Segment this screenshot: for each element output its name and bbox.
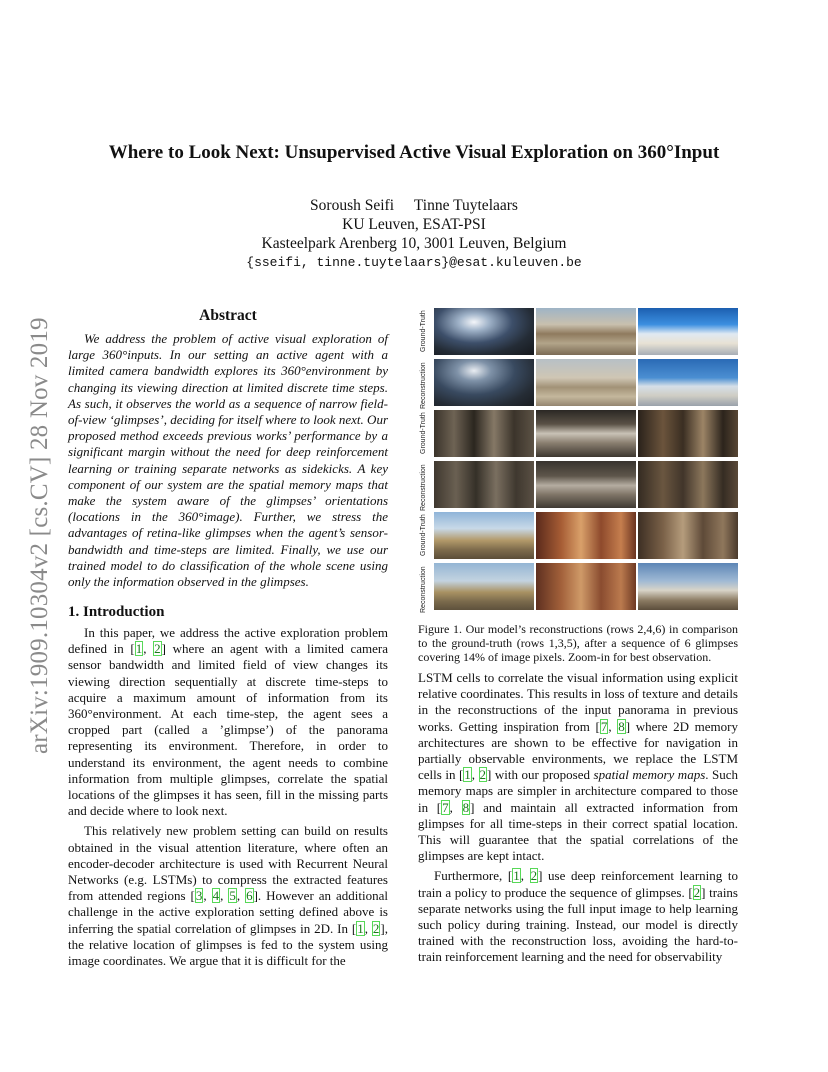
citation-link[interactable]: 4: [212, 888, 220, 904]
abstract-text: [68, 331, 388, 590]
author-block: [0, 196, 828, 272]
panorama-tile: [434, 512, 534, 559]
citation-link[interactable]: 2: [154, 641, 161, 657]
panorama-tile: [434, 359, 534, 406]
panorama-tile: [536, 461, 636, 508]
panorama-tile: [536, 359, 636, 406]
panorama-tile: [638, 512, 738, 559]
citation-link[interactable]: 5: [229, 888, 236, 904]
row-label: Reconstruction: [420, 464, 427, 511]
intro-paragraph-2: This relatively new problem setting can build on results obtained in the visual attention literature, where often an encoder-decoder architecture is used with Recurrent Neural Networks (e.g. LSTMs) to compress the extracted features from attended regions [3, 4, 5, 6]. However an additional challenge in the active exploration setting defined above is inferring the spatial correlation of glimpses in 2D. In [1, 2], the relative location of glimpses is fed to the system using image coordinates. We argue that it is difficult for the: [68, 823, 389, 969]
panorama-tile: [536, 308, 636, 355]
citation-link[interactable]: 2: [530, 868, 538, 884]
arxiv-stamp: [24, 284, 53, 754]
section-heading-introduction: 1. Introduction: [68, 604, 165, 620]
panorama-tile: [638, 359, 738, 406]
abstract-heading: Abstract: [199, 307, 257, 324]
introduction-body: [68, 625, 388, 969]
panorama-tile: [638, 461, 738, 508]
right-column-body: [418, 670, 738, 966]
right-paragraph-2: Furthermore, [1, 2] use deep reinforcement learning to train a policy to produce the sequence of glimpses. [2] trains separate networks using the full input image to help learning such policy during training. Instead, our model is directly trained with the reconstruction loss, avoiding the hard-to-train reinforcement learning and the need for observability: [418, 868, 738, 965]
citation-link[interactable]: 7: [600, 718, 608, 734]
address: Kasteelpark Arenberg 10, 3001 Leuven, Belgium: [261, 235, 567, 252]
row-label: Ground-Truth: [420, 310, 427, 352]
arxiv-stamp-text: arXiv:1909.10304v2 [cs.CV] 28 Nov 2019: [26, 317, 53, 754]
panorama-tile: [638, 308, 738, 355]
author-name: Tinne Tuytelaars: [413, 197, 518, 214]
author-names: [0, 196, 828, 215]
citation-link[interactable]: 8: [618, 718, 625, 734]
panorama-tile: [638, 563, 738, 610]
panorama-tile: [536, 410, 636, 457]
citation-link[interactable]: 2: [372, 920, 380, 936]
panorama-tile: [536, 563, 636, 610]
citation-link[interactable]: 1: [464, 767, 471, 783]
citation-link[interactable]: 6: [246, 888, 253, 904]
citation-link[interactable]: 1: [357, 920, 364, 936]
row-label: Ground-Truth: [420, 514, 427, 556]
row-label: Ground-Truth: [420, 412, 427, 454]
citation-link[interactable]: 7: [442, 799, 449, 815]
panorama-tile: [536, 512, 636, 559]
affiliation: KU Leuven, ESAT-PSI: [342, 216, 486, 233]
citation-link[interactable]: 1: [513, 868, 520, 884]
row-label: Reconstruction: [420, 566, 427, 613]
right-paragraph-1: LSTM cells to correlate the visual information using explicit relative coordinates. This results in loss of texture and details in the reconstructions of the input panorama in previous works. Getting inspiration from [7, 8] where 2D memory architectures are shown to be effective for navigation in partially observable environments, we replace the LSTM cells in [1, 2] with our proposed spatial memory maps. Such memory maps are simpler in architecture compared to those in [7, 8] and maintain all extracted information from glimpses for all time-steps in their correct spatial location. This will guarantee that the spatial correlations of the glimpses are kept intact.: [418, 670, 739, 864]
citation-link[interactable]: 1: [135, 641, 143, 657]
citation-link[interactable]: 3: [195, 888, 203, 904]
panorama-tile: [434, 461, 534, 508]
citation-link[interactable]: 8: [462, 799, 470, 815]
abstract-paragraph: We address the problem of active visual exploration of large 360°inputs. In our setting an active agent with a limited camera bandwidth explores its 360°environment by changing its viewing direction at limited discrete time steps. As such, it observes the world as a sequence of narrow field-of-view ‘glimpses’, deciding for itself where to look next. Our proposed method exceeds previous works’ performance by a significant margin without the need for deep reinforcement learning or training separate networks as sidekicks. A key component of our system are the spatial memory maps that make the system aware of the glimpses’ orientations (locations in the 360°image). Further, we stress the advantages of retina-like glimpses when the agent’s sensor-bandwidth and time-steps are limited. Finally, we use our trained model to do classification of the whole scene using only the information observed in the glimpses.: [68, 331, 388, 590]
panorama-tile: [434, 563, 534, 610]
figure-1-caption: Figure 1. Our model’s reconstructions (rows 2,4,6) in comparison to the ground-truth (rows 1,3,5), after a sequence of 6 glimpses covering 14% of image pixels. Zoom-in for best observation.: [418, 622, 738, 665]
panorama-tile: [434, 410, 534, 457]
citation-link[interactable]: 2: [479, 767, 487, 783]
citation-link[interactable]: 2: [693, 884, 701, 900]
row-label: Reconstruction: [420, 362, 427, 409]
panorama-tile: [638, 410, 738, 457]
figure-1: [418, 306, 738, 614]
paper-title: Where to Look Next: Unsupervised Active Visual Exploration on 360°Input: [108, 142, 720, 163]
author-name: Soroush Seifi: [310, 197, 394, 214]
panorama-tile: [434, 308, 534, 355]
email: {sseifi, tinne.tuytelaars}@esat.kuleuven.be: [246, 255, 582, 270]
intro-paragraph-1: In this paper, we address the active exploration problem defined in [1, 2] where an agent with a limited camera sensor bandwidth and limited field of view changes its viewing direction sequentially at discrete time-steps to acquire a maximum amount of information from its 360°environment. At each time-step, the agent sees a cropped part (called a ’glimpse’) of the panorama representing its environment. Therefore, in order to understand its environment, the agent needs to combine information from multiple glimpses, correlate the spatial locations of the glimpses it has seen, fill in the missing parts and decide where to look next.: [68, 625, 389, 819]
